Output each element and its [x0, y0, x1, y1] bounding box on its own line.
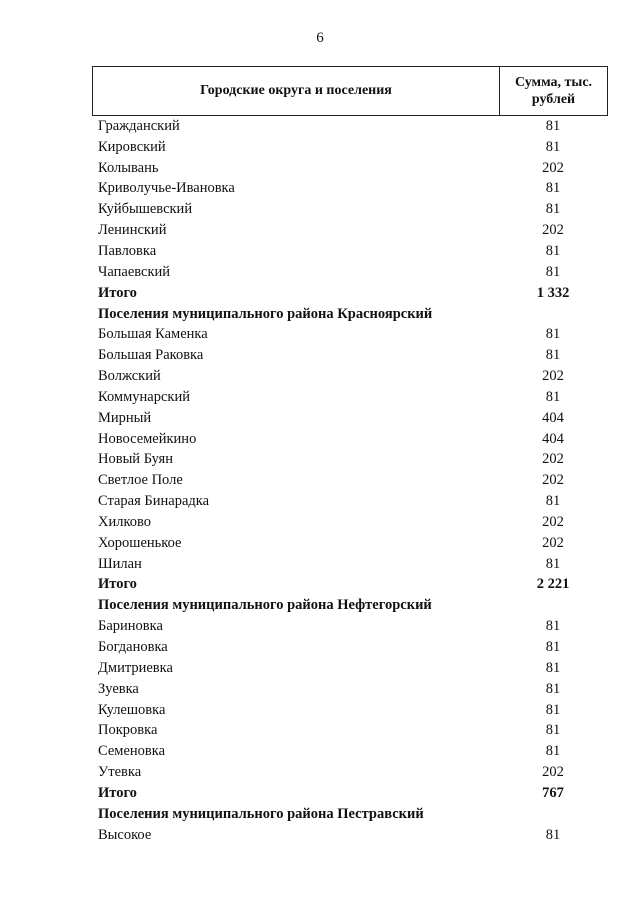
total-value: 767	[542, 784, 564, 801]
table-row	[92, 491, 608, 512]
sum-value: 81	[545, 180, 561, 197]
column-header-sum-line1: Сумма, тыс.	[514, 75, 593, 90]
sum-value: 81	[545, 618, 561, 635]
settlement-name: Дмитриевка	[98, 659, 173, 676]
total-row	[92, 783, 608, 804]
settlement-name: Бариновка	[98, 618, 163, 635]
settlement-name: Старая Бинарадка	[98, 493, 210, 510]
table-row	[92, 512, 608, 533]
section-header-row	[92, 304, 608, 325]
table-row	[92, 366, 608, 387]
sum-value: 202	[542, 451, 564, 468]
table-row	[92, 658, 608, 679]
settlement-name: Хилково	[98, 513, 152, 530]
sum-value: 202	[542, 222, 564, 239]
settlement-name: Кулешовка	[98, 701, 166, 718]
sum-value: 81	[545, 555, 561, 572]
sum-value: 202	[542, 472, 564, 489]
settlement-name: Большая Каменка	[98, 326, 208, 343]
settlement-name: Волжский	[98, 368, 161, 385]
table-row	[92, 700, 608, 721]
sum-value: 81	[545, 680, 561, 697]
table-row	[92, 241, 608, 262]
sum-value: 81	[545, 659, 561, 676]
table-row	[92, 450, 608, 471]
sum-value: 202	[542, 764, 564, 781]
column-header-sum	[500, 67, 607, 115]
settlement-name: Гражданский	[98, 117, 180, 134]
sum-value: 81	[545, 138, 561, 155]
total-value: 2 221	[536, 576, 570, 593]
settlement-name: Колывань	[98, 159, 159, 176]
sum-value: 81	[545, 263, 561, 280]
table-row	[92, 262, 608, 283]
table-row	[92, 637, 608, 658]
section-title: Поселения муниципального района Нефтегорский	[98, 597, 432, 614]
page-number: 6	[316, 30, 324, 46]
settlement-name: Итого	[98, 284, 137, 301]
settlement-name: Высокое	[98, 826, 152, 843]
table-row	[92, 429, 608, 450]
table-header	[92, 66, 608, 116]
table-row	[92, 762, 608, 783]
settlement-name: Зуевка	[98, 680, 139, 697]
sum-value: 404	[542, 430, 564, 447]
settlement-name: Покровка	[98, 722, 158, 739]
sum-value: 202	[542, 368, 564, 385]
settlement-name: Итого	[98, 576, 137, 593]
table-row	[92, 324, 608, 345]
sum-value: 202	[542, 534, 564, 551]
table-row	[92, 179, 608, 200]
sum-value: 81	[545, 493, 561, 510]
sum-value: 81	[545, 201, 561, 218]
settlement-name: Семеновка	[98, 743, 166, 760]
section-header-row	[92, 804, 608, 825]
settlement-name: Большая Раковка	[98, 347, 204, 364]
sum-value: 202	[542, 513, 564, 530]
table-row	[92, 158, 608, 179]
table-row	[92, 345, 608, 366]
total-row	[92, 575, 608, 596]
settlement-name: Коммунарский	[98, 388, 190, 405]
sum-value: 81	[545, 117, 561, 134]
table-body	[92, 116, 608, 846]
table-row	[92, 408, 608, 429]
settlement-name: Чапаевский	[98, 263, 171, 280]
settlement-name: Мирный	[98, 409, 152, 426]
table-row	[92, 679, 608, 700]
table-row	[92, 825, 608, 846]
table-row	[92, 720, 608, 741]
settlement-name: Кировский	[98, 138, 166, 155]
sum-value: 81	[545, 722, 561, 739]
section-title: Поселения муниципального района Красноярский	[98, 305, 433, 322]
table-row	[92, 616, 608, 637]
settlement-name: Куйбышевский	[98, 201, 193, 218]
settlement-name: Богдановка	[98, 639, 168, 656]
table-row	[92, 533, 608, 554]
section-header-row	[92, 595, 608, 616]
settlement-name: Шилан	[98, 555, 142, 572]
settlement-name: Утевка	[98, 764, 142, 781]
settlement-name: Павловка	[98, 242, 157, 259]
total-row	[92, 283, 608, 304]
sum-value: 81	[545, 701, 561, 718]
table-row	[92, 116, 608, 137]
table-row	[92, 470, 608, 491]
sum-value: 81	[545, 639, 561, 656]
total-value: 1 332	[536, 284, 570, 301]
settlement-name: Ленинский	[98, 222, 167, 239]
table-row	[92, 554, 608, 575]
settlement-name: Криволучье-Ивановка	[98, 180, 235, 197]
table-row	[92, 741, 608, 762]
column-header-sum-line2: рублей	[531, 92, 576, 107]
sum-value: 81	[545, 347, 561, 364]
table-row	[92, 387, 608, 408]
settlement-name: Светлое Поле	[98, 472, 183, 489]
sum-value: 404	[542, 409, 564, 426]
table-row	[92, 220, 608, 241]
table-row	[92, 137, 608, 158]
table-row	[92, 199, 608, 220]
sum-value: 81	[545, 388, 561, 405]
section-title: Поселения муниципального района Пестравский	[98, 805, 424, 822]
settlement-name: Хорошенькое	[98, 534, 182, 551]
column-header-settlements: Городские округа и поселения	[93, 67, 500, 115]
settlement-name: Новый Буян	[98, 451, 173, 468]
settlement-name: Итого	[98, 784, 137, 801]
sum-value: 81	[545, 826, 561, 843]
sum-value: 202	[542, 159, 564, 176]
sum-value: 81	[545, 326, 561, 343]
sum-value: 81	[545, 242, 561, 259]
settlement-name: Новосемейкино	[98, 430, 197, 447]
sum-value: 81	[545, 743, 561, 760]
